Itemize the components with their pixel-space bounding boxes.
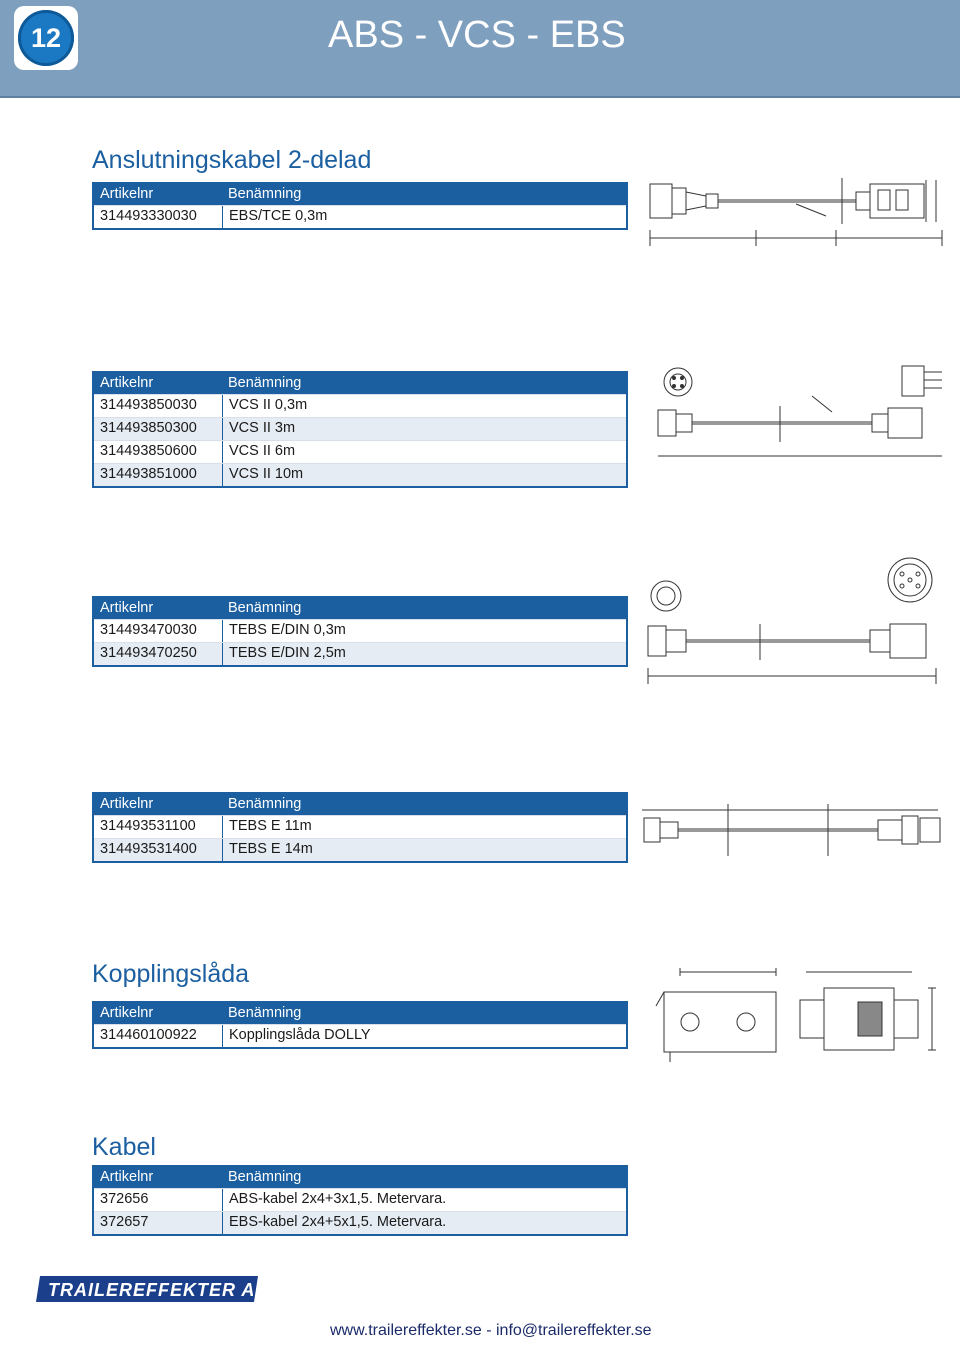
product-table-5 [92, 1001, 628, 1049]
cable-drawing-icon [640, 544, 950, 688]
product-table-4 [92, 792, 628, 863]
benamning-cell: TEBS E 14m [229, 841, 313, 857]
benamning-cell: VCS II 6m [229, 443, 296, 459]
benamning-cell: EBS/TCE 0,3m [229, 208, 328, 224]
col-header-artikelnr: Artikelnr [100, 186, 154, 202]
col-header-benamning: Benämning [228, 1169, 302, 1185]
col-header-benamning: Benämning [228, 375, 302, 391]
col-header-benamning: Benämning [228, 186, 302, 202]
table-header [94, 794, 626, 815]
benamning-cell: EBS-kabel 2x4+5x1,5. Metervara. [229, 1214, 447, 1230]
table-header [94, 373, 626, 394]
cable-drawing-icon [646, 170, 950, 250]
col-header-artikelnr: Artikelnr [100, 600, 154, 616]
benamning-cell: VCS II 10m [229, 466, 304, 482]
table-row [94, 1211, 626, 1234]
page-number-badge [14, 6, 78, 70]
col-header-benamning: Benämning [228, 600, 302, 616]
benamning-cell: TEBS E/DIN 2,5m [229, 645, 346, 661]
table-header [94, 1167, 626, 1188]
artikelnr-cell: 314493470030 [94, 620, 223, 642]
section-title-kabel: Kabel [92, 1133, 156, 1161]
col-header-benamning: Benämning [228, 796, 302, 812]
product-table-3 [92, 596, 628, 667]
artikelnr-cell: 372657 [94, 1212, 223, 1234]
table-row [94, 417, 626, 440]
table-header [94, 184, 626, 205]
section-title-anslutningskabel: Anslutningskabel 2-delad [92, 146, 372, 174]
benamning-cell: ABS-kabel 2x4+3x1,5. Metervara. [229, 1191, 447, 1207]
brand-logo [36, 1276, 258, 1307]
artikelnr-cell: 314493850600 [94, 441, 223, 463]
artikelnr-cell: 314493470250 [94, 643, 223, 665]
artikelnr-cell: 314493850300 [94, 418, 223, 440]
benamning-cell: TEBS E 11m [229, 818, 312, 834]
table-row [94, 619, 626, 642]
cable-drawing-icon [652, 352, 950, 464]
table-header [94, 598, 626, 619]
page-title: ABS - VCS - EBS [328, 14, 626, 56]
artikelnr-cell: 314493531100 [94, 816, 223, 838]
section-title-kopplingslada: Kopplingslåda [92, 960, 250, 988]
table-row [94, 815, 626, 838]
col-header-artikelnr: Artikelnr [100, 796, 154, 812]
artikelnr-cell: 314493330030 [94, 206, 223, 228]
benamning-cell: Kopplingslåda DOLLY [229, 1027, 371, 1043]
table-row [94, 838, 626, 861]
page-number: 12 [30, 23, 62, 53]
table-row [94, 394, 626, 417]
table-row [94, 440, 626, 463]
table-row [94, 1024, 626, 1047]
col-header-artikelnr: Artikelnr [100, 375, 154, 391]
table-row [94, 463, 626, 486]
cable-drawing-icon [638, 800, 950, 860]
artikelnr-cell: 314493531400 [94, 839, 223, 861]
artikelnr-cell: 314460100922 [94, 1025, 223, 1047]
col-header-benamning: Benämning [228, 1005, 302, 1021]
table-row [94, 1188, 626, 1211]
footer-contact: www.trailereffekter.se - info@trailereffekter.se [330, 1322, 652, 1339]
page-number-circle [18, 10, 74, 66]
junction-box-drawing-icon [650, 962, 950, 1066]
col-header-artikelnr: Artikelnr [100, 1169, 154, 1185]
brand-logo-text: TRAILEREFFEKTER AB [48, 1280, 258, 1300]
benamning-cell: VCS II 3m [229, 420, 296, 436]
artikelnr-cell: 372656 [94, 1189, 223, 1211]
table-header [94, 1003, 626, 1024]
table-row [94, 642, 626, 665]
product-table-1 [92, 182, 628, 230]
product-table-6 [92, 1165, 628, 1236]
table-row [94, 205, 626, 228]
benamning-cell: VCS II 0,3m [229, 397, 308, 413]
benamning-cell: TEBS E/DIN 0,3m [229, 622, 346, 638]
product-table-2 [92, 371, 628, 488]
col-header-artikelnr: Artikelnr [100, 1005, 154, 1021]
header-divider [0, 96, 960, 98]
artikelnr-cell: 314493851000 [94, 464, 223, 486]
artikelnr-cell: 314493850030 [94, 395, 223, 417]
